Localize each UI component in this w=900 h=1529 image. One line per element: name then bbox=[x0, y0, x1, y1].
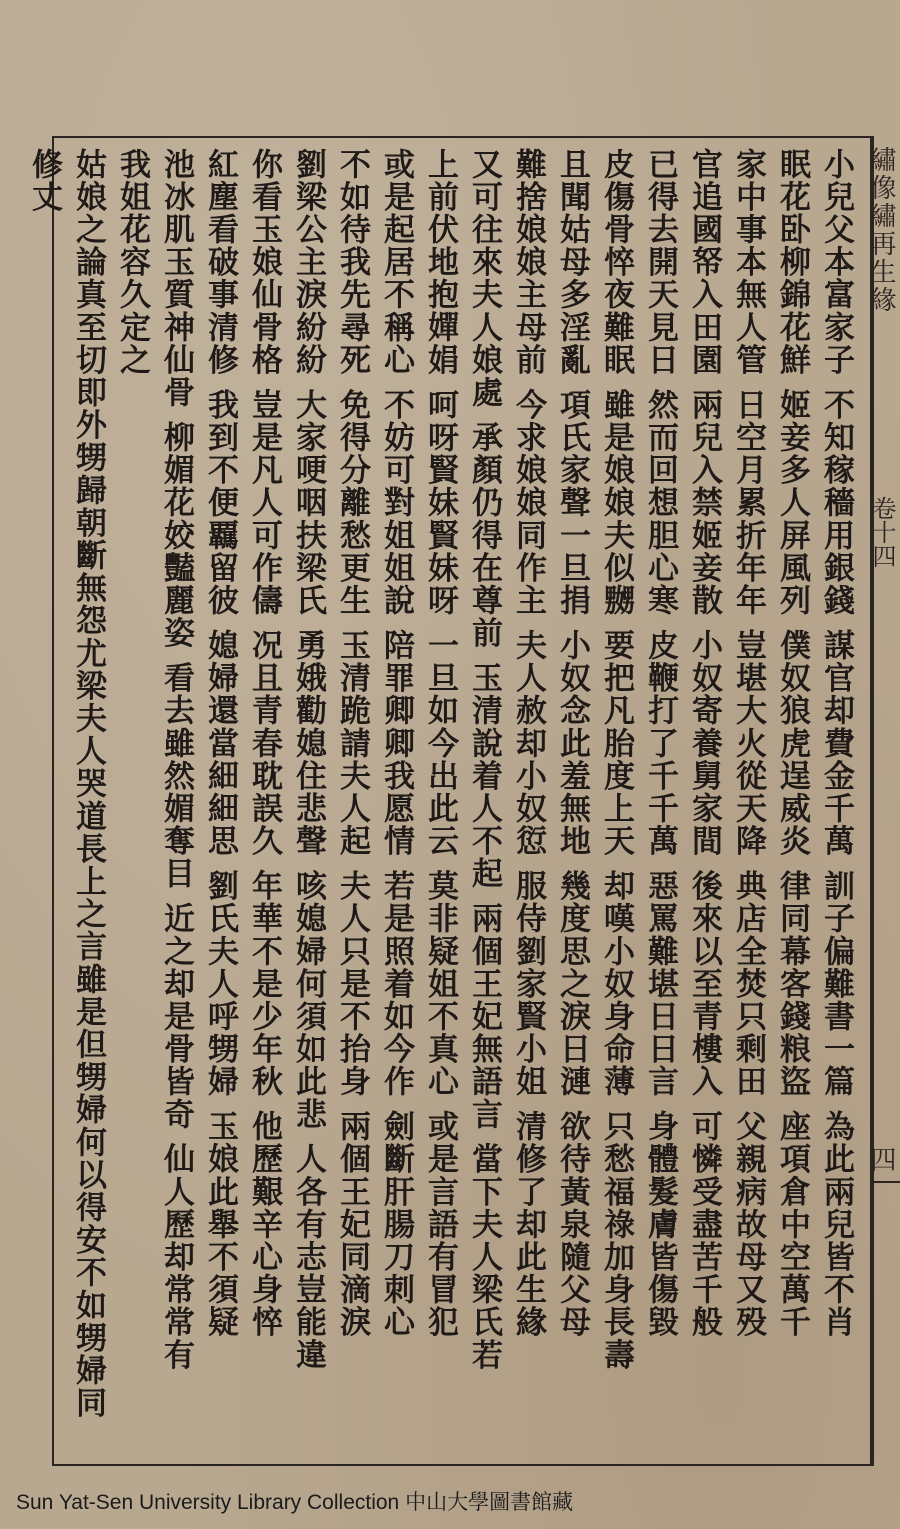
text-column: 你看玉娘仙骨格 豈是凡人可作儔 况且青春耽誤久 年華不是少年秋 他歷艱辛心身悴 bbox=[246, 148, 282, 1339]
collection-credit: Sun Yat-Sen University Library Collection 中山大學圖書館藏 bbox=[16, 1491, 574, 1514]
text-column: 且聞姑母多淫亂 項氏家聲一旦捐 小奴念此羞無地 幾度思之淚日漣 欲待黃泉隨父母 bbox=[554, 148, 590, 1339]
volume-label: 卷十四 bbox=[868, 496, 896, 568]
page-number: 四 bbox=[866, 1146, 896, 1172]
text-column: 皮傷骨悴夜難眠 雖是娘娘夫似嬲 要把凡胎度上天 却嘆小奴身命薄 只愁福祿加身長壽 bbox=[598, 148, 634, 1372]
page-gutter bbox=[866, 136, 900, 1466]
text-column: 我姐花容久定之 bbox=[114, 148, 150, 377]
text-column: 上前伏地抱嬋娟 呵呀賢妹賢妹呀 一旦如今出此云 莫非疑姐不真心 或是言語有冒犯 bbox=[422, 148, 458, 1339]
text-column: 姑娘之論真至切即外甥歸朝斷無怨尤梁夫人哭道長上之言雖是但甥婦何以得安不如甥婦同修丈 bbox=[26, 148, 106, 1420]
text-column: 池冰肌玉質神仙骨 柳媚花姣豔麗姿 看去雖然媚奪目 近之却是骨皆奇 仙人歷却常常有 bbox=[158, 148, 194, 1372]
book-title: 繡像繡再生緣 bbox=[866, 146, 896, 314]
text-column: 或是起居不稱心 不妨可對姐姐說 陪罪卿卿我愿情 若是照着如今作 劍斷肝腸刀刺心 bbox=[378, 148, 414, 1339]
text-column: 眠花卧柳錦花鮮 姬妾多人屏風列 僕奴狼虎逞威炎 律同幕客錢粮盜 座項倉中空萬千 bbox=[774, 148, 810, 1339]
text-column: 紅塵看破事清修 我到不便覊留彼 媳婦還當細細思 劉氏夫人呼甥婦 玉娘此舉不須疑 bbox=[202, 148, 238, 1339]
text-column: 難捨娘娘主母前 今求娘娘同作主 夫人赦却小奴愆 服侍劉家賢小姐 清修了却此生緣 bbox=[510, 148, 546, 1339]
text-column: 小兒父本富家子 不知稼穡用銀錢 謀官却費金千萬 訓子偏難書一篇 為此兩兒皆不肖 bbox=[818, 148, 854, 1339]
text-column: 官追國帑入田園 兩兒入禁姬妾散 小奴寄養舅家間 後來以至青樓入 可憐受盡苦千般 bbox=[686, 148, 722, 1339]
gutter-divider bbox=[874, 1181, 900, 1183]
text-block bbox=[26, 148, 858, 1458]
text-column: 家中事本無人管 日空月累折年年 豈堪大火從天降 典店全焚只剩田 父親病故母又殁 bbox=[730, 148, 766, 1339]
text-column: 不如待我先尋死 免得分離愁更生 玉清跪請夫人起 夫人只是不抬身 兩個王妃同滴淚 bbox=[334, 148, 370, 1339]
text-column: 已得去開天見日 然而回想胆心寒 皮鞭打了千千萬 惡罵難堪日日言 身體髮膚皆傷毀 bbox=[642, 148, 678, 1339]
text-column: 又可往來夫人娘處 承顏仍得在尊前 玉清說着人不起 兩個王妃無語言 當下夫人梁氏若 bbox=[466, 148, 502, 1372]
text-column: 劉梁公主淚紛紛 大家哽咽扶梁氏 勇娥勸媳住悲聲 咳媳婦何須如此悲 人各有志豈能違 bbox=[290, 148, 326, 1372]
